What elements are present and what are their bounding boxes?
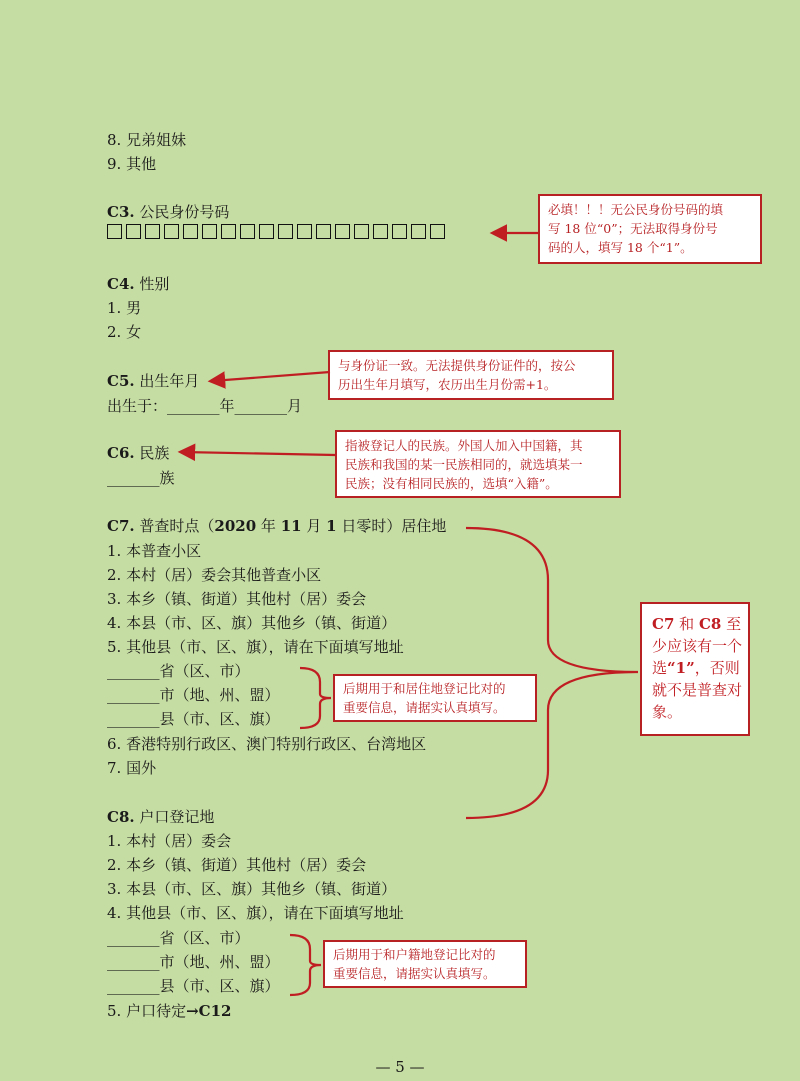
address-province-field[interactable]: _______省（区、市） bbox=[107, 662, 250, 680]
address-county-field[interactable]: _______县（市、区、旗） bbox=[107, 710, 280, 728]
annotation-line: 写 18 位“0”；无法取得身份号 bbox=[548, 221, 718, 236]
annotation-line: 重要信息，请据实认真填写。 bbox=[333, 966, 496, 981]
question-code: C4. bbox=[107, 275, 135, 293]
skip-target: C12 bbox=[198, 1002, 232, 1020]
option-item[interactable]: 1. 本普查小区 bbox=[107, 542, 202, 560]
annotation-line: 与身份证一致。无法提供身份证件的，按公 bbox=[338, 358, 576, 373]
address-province-field[interactable]: _______省（区、市） bbox=[107, 929, 250, 947]
option-item[interactable]: 3. 本县（市、区、旗）其他乡（镇、街道） bbox=[107, 880, 397, 898]
address-county-field[interactable]: _______县（市、区、旗） bbox=[107, 977, 280, 995]
brace-c8-address bbox=[290, 935, 321, 995]
question-title: 户口登记地 bbox=[139, 808, 215, 826]
annotation-line: 码的人，填写 18 个“1”。 bbox=[548, 240, 693, 255]
option-female[interactable]: 2. 女 bbox=[107, 323, 142, 341]
annotation-line: 必填！！！无公民身份号码的填 bbox=[548, 202, 724, 217]
option-item[interactable]: 4. 本县（市、区、旗）其他乡（镇、街道） bbox=[107, 614, 397, 632]
note-part: ，否则就不是普查对象。 bbox=[652, 659, 743, 721]
annotation-line: 重要信息，请据实认真填写。 bbox=[343, 700, 506, 715]
annotation-line: 历出生年月填写，农历出生月份需+1。 bbox=[338, 377, 557, 392]
question-title: 公民身份号码 bbox=[139, 203, 230, 221]
question-title: 性别 bbox=[139, 275, 170, 293]
option-item[interactable]: 2. 本乡（镇、街道）其他村（居）委会 bbox=[107, 856, 367, 874]
address-city-field[interactable]: _______市（地、州、盟） bbox=[107, 953, 280, 971]
annotation-line: 民族；没有相同民族的，选填“入籍”。 bbox=[345, 476, 558, 491]
annotation-line: 指被登记人的民族。外国人加入中国籍，其 bbox=[345, 438, 583, 453]
page-number: — 5 — bbox=[375, 1058, 425, 1076]
title-part: 普查时点（ bbox=[139, 517, 215, 535]
title-month: 11 bbox=[280, 517, 302, 535]
arrow-right-icon: → bbox=[186, 1002, 199, 1020]
arrow-c6 bbox=[182, 452, 335, 455]
option-item[interactable]: 7. 国外 bbox=[107, 759, 157, 777]
title-day: 1 bbox=[326, 517, 337, 535]
question-title: 民族 bbox=[139, 444, 170, 462]
address-city-field[interactable]: _______市（地、州、盟） bbox=[107, 686, 280, 704]
list-item: 9. 其他 bbox=[107, 155, 157, 173]
annotation-line: 民族和我国的某一民族相同的，就选填某一 bbox=[345, 457, 583, 472]
annotation-line: 后期用于和居住地登记比对的 bbox=[343, 681, 506, 696]
option-item[interactable]: 6. 香港特别行政区、澳门特别行政区、台湾地区 bbox=[107, 735, 427, 753]
birth-date-field[interactable]: 出生于：_______年_______月 bbox=[107, 397, 303, 415]
question-code: C7. bbox=[107, 517, 135, 535]
question-title: 出生年月 bbox=[139, 372, 200, 390]
arrow-c5 bbox=[212, 372, 330, 381]
option-item[interactable]: 1. 本村（居）委会 bbox=[107, 832, 232, 850]
title-part: 日零时）居住地 bbox=[336, 517, 447, 535]
annotation-line: 后期用于和户籍地登记比对的 bbox=[333, 947, 496, 962]
note-part: C7 bbox=[652, 615, 675, 633]
option-item[interactable]: 4. 其他县（市、区、旗），请在下面填写地址 bbox=[107, 904, 404, 922]
question-code: C5. bbox=[107, 372, 135, 390]
question-code: C6. bbox=[107, 444, 135, 462]
list-item: 8. 兄弟姐妹 bbox=[107, 131, 187, 149]
note-part: 和 bbox=[674, 615, 699, 633]
note-part: C8 bbox=[698, 615, 722, 633]
option-item[interactable]: 2. 本村（居）委会其他普查小区 bbox=[107, 566, 322, 584]
option-male[interactable]: 1. 男 bbox=[107, 299, 142, 317]
note-part: 至少应该有一个选 bbox=[652, 615, 743, 677]
option-label: 5. 户口待定 bbox=[107, 1002, 187, 1020]
title-part: 月 bbox=[301, 517, 327, 535]
brace-c7-c8 bbox=[466, 528, 638, 818]
option-item[interactable]: 5. 其他县（市、区、旗），请在下面填写地址 bbox=[107, 638, 404, 656]
option-item[interactable]: 3. 本乡（镇、街道）其他村（居）委会 bbox=[107, 590, 367, 608]
title-part: 年 bbox=[256, 517, 281, 535]
question-code: C3. bbox=[107, 203, 135, 221]
ethnicity-field[interactable]: _______族 bbox=[107, 469, 175, 487]
note-part: “1” bbox=[667, 659, 695, 677]
title-year: 2020 bbox=[214, 517, 257, 535]
brace-c7-address bbox=[300, 668, 331, 728]
question-code: C8. bbox=[107, 808, 135, 826]
